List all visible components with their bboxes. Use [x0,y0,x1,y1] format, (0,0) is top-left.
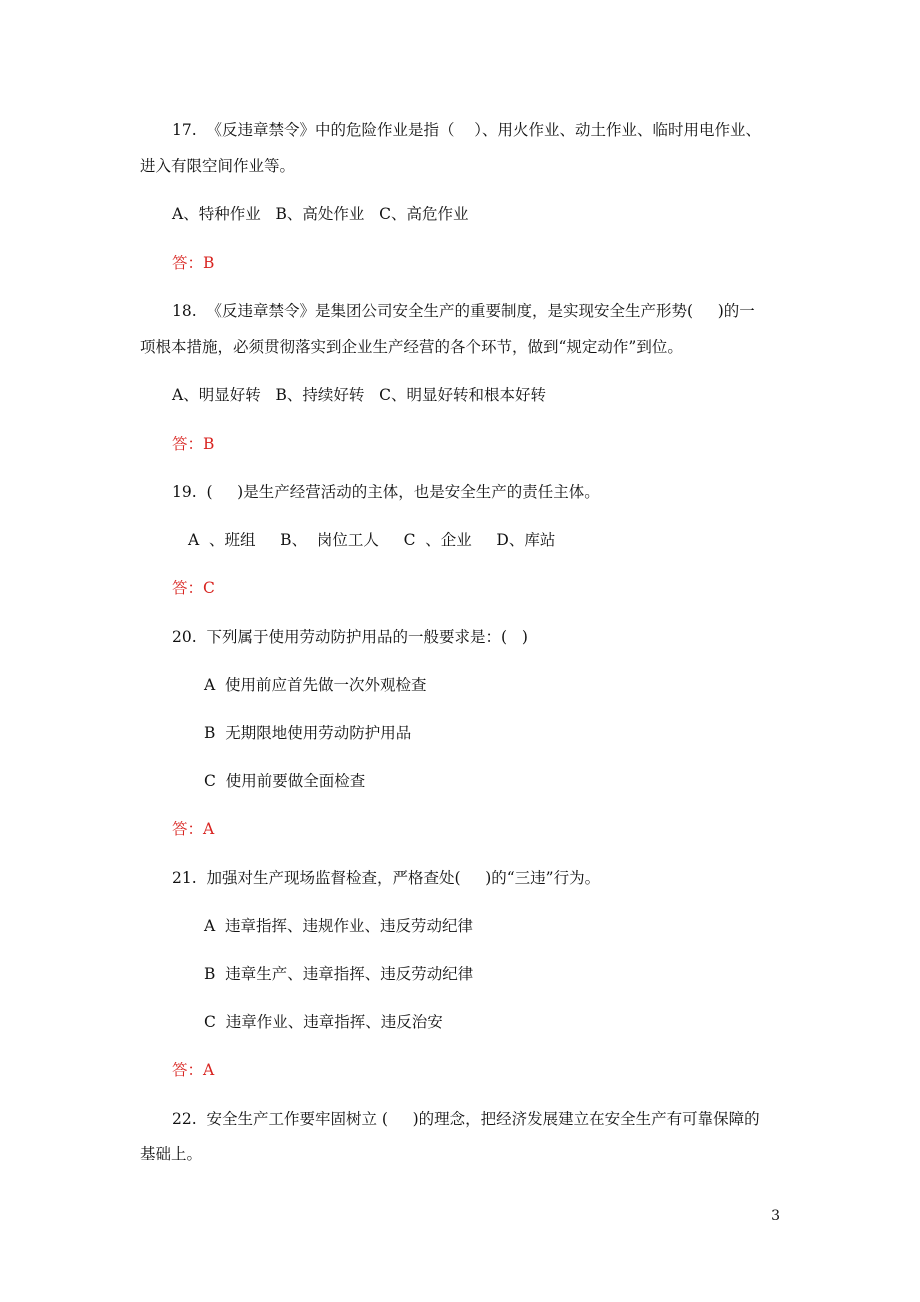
question-21-option-c: C 违章作业、违章指挥、违反治安 [204,1013,443,1031]
question-18-line-2: 项根本措施，必须贯彻落实到企业生产经营的各个环节，做到“规定动作”到位。 [140,338,683,356]
question-17-line-1: 17. 《反违章禁令》中的危险作业是指（ ）、用火作业、动土作业、临时用电作业、 [172,121,761,139]
question-18-options: A、明显好转 B、持续好转 C、明显好转和根本好转 [172,386,547,404]
question-18-answer: 答：B [172,435,215,453]
question-18-line-1: 18. 《反违章禁令》是集团公司安全生产的重要制度，是实现安全生产形势( )的一 [172,302,755,320]
question-20-option-a: A 使用前应首先做一次外观检查 [204,676,427,694]
question-20-option-c: C 使用前要做全面检查 [204,772,366,790]
question-20-answer: 答：A [172,820,215,838]
question-17-options: A、特种作业 B、高处作业 C、高危作业 [172,205,469,223]
question-17-answer: 答：B [172,254,215,272]
question-21-line-1: 21. 加强对生产现场监督检查，严格查处( )的“三违”行为。 [172,869,601,887]
question-19-line-1: 19. ( )是生产经营活动的主体，也是安全生产的责任主体。 [172,483,600,501]
question-17-line-2: 进入有限空间作业等。 [140,157,296,175]
question-21-option-a: A 违章指挥、违规作业、违反劳动纪律 [204,917,474,935]
question-21-option-b: B 违章生产、违章指挥、违反劳动纪律 [204,965,474,983]
question-22-line-1: 22. 安全生产工作要牢固树立 ( )的理念，把经济发展建立在安全生产有可靠保障的 [172,1110,760,1128]
question-22-line-2: 基础上。 [140,1145,203,1163]
page-number: 3 [771,1208,780,1224]
question-19-options: A 、班组 B、 岗位工人 C 、企业 D、库站 [188,531,556,549]
question-21-answer: 答：A [172,1061,215,1079]
question-20-line-1: 20. 下列属于使用劳动防护用品的一般要求是：( ) [172,628,528,646]
question-20-option-b: B 无期限地使用劳动防护用品 [204,724,412,742]
question-19-answer: 答：C [172,579,215,597]
